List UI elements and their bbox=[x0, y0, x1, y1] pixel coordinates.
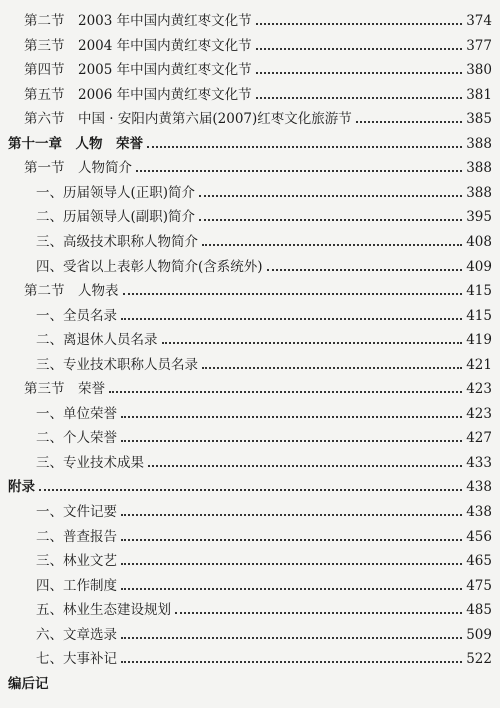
toc-page-number: 423 bbox=[466, 381, 492, 398]
dot-leader bbox=[202, 244, 462, 246]
toc-page-number: 419 bbox=[466, 332, 492, 349]
toc-row-item bbox=[0, 622, 500, 644]
toc-page-number: 415 bbox=[466, 283, 492, 300]
toc-row-chapter bbox=[0, 474, 500, 496]
toc-row-section bbox=[0, 278, 500, 300]
dot-leader bbox=[147, 146, 462, 148]
toc-entry-title: 第五节 2006 年中国内黄红枣文化节 bbox=[24, 86, 252, 103]
toc-row-item bbox=[0, 180, 500, 202]
toc-entry-title: 二、历届领导人(副职)简介 bbox=[36, 209, 196, 226]
dot-leader bbox=[123, 293, 463, 295]
toc-row-item bbox=[0, 229, 500, 251]
toc-entry-title: 二、个人荣誉 bbox=[36, 430, 117, 447]
toc-row-chapter bbox=[0, 131, 500, 153]
toc-row-section bbox=[0, 155, 500, 177]
dot-leader bbox=[121, 318, 462, 320]
toc-page-number: 509 bbox=[466, 626, 492, 643]
toc-entry-title: 三、高级技术职称人物简介 bbox=[36, 233, 198, 250]
toc-row-section bbox=[0, 57, 500, 79]
toc-entry-title: 一、历届领导人(正职)简介 bbox=[36, 184, 196, 201]
toc-row-section bbox=[0, 8, 500, 30]
toc-row-item bbox=[0, 524, 500, 546]
toc-entry-title: 第四节 2005 年中国内黄红枣文化节 bbox=[24, 62, 252, 79]
dot-leader bbox=[39, 489, 462, 491]
toc-entry-title: 三、林业文艺 bbox=[36, 553, 117, 570]
toc-row-item bbox=[0, 499, 500, 521]
dot-leader bbox=[256, 97, 462, 99]
toc-page-number: 388 bbox=[466, 135, 492, 152]
toc-page-number: 438 bbox=[466, 504, 492, 520]
toc-page-number: 388 bbox=[466, 160, 492, 177]
toc-row-item bbox=[0, 573, 500, 595]
toc-row-item bbox=[0, 646, 500, 668]
toc-entry-title: 编后记 bbox=[8, 675, 49, 692]
toc-entry-title: 二、离退休人员名录 bbox=[36, 332, 158, 349]
toc-row-item bbox=[0, 254, 500, 276]
toc-entry-title: 第二节 人物表 bbox=[24, 283, 119, 300]
toc-page-number: 522 bbox=[466, 651, 492, 668]
dot-leader bbox=[148, 465, 462, 467]
toc-page-number: 475 bbox=[466, 577, 492, 594]
toc-entry-title: 三、专业技术成果 bbox=[36, 454, 144, 471]
toc-row-item bbox=[0, 327, 500, 349]
toc-entry-title: 六、文章选录 bbox=[36, 626, 117, 643]
toc-entry-title: 七、大事补记 bbox=[36, 651, 117, 668]
toc-entry-title: 五、林业生态建设规划 bbox=[36, 602, 171, 619]
toc-row-item bbox=[0, 548, 500, 570]
toc-page-number: 377 bbox=[466, 37, 492, 54]
toc-entry-title: 二、普查报告 bbox=[36, 528, 117, 545]
toc-entry-title: 一、文件记要 bbox=[36, 504, 117, 520]
toc-page-number: 388 bbox=[466, 184, 492, 201]
toc-page-number: 408 bbox=[466, 233, 492, 250]
dot-leader bbox=[121, 637, 462, 639]
toc-entry-title: 四、工作制度 bbox=[36, 577, 117, 594]
dot-leader bbox=[121, 416, 462, 418]
toc-row-item bbox=[0, 597, 500, 619]
dot-leader bbox=[121, 440, 462, 442]
toc-row-section bbox=[0, 106, 500, 128]
dot-leader bbox=[199, 219, 462, 221]
toc-row-item bbox=[0, 425, 500, 447]
toc-entry-title: 第六节 中国 · 安阳内黄第六届(2007)红枣文化旅游节 bbox=[24, 111, 352, 128]
toc-entry-title: 四、受省以上表彰人物简介(含系统外) bbox=[36, 258, 263, 275]
dot-leader bbox=[121, 563, 462, 565]
toc-page-number: 465 bbox=[466, 553, 492, 570]
toc-entry-title: 一、单位荣誉 bbox=[36, 405, 117, 422]
dot-leader bbox=[175, 612, 462, 614]
toc-entry-title: 第三节 2004 年中国内黄红枣文化节 bbox=[24, 37, 252, 54]
toc-page-number: 409 bbox=[466, 258, 492, 275]
dot-leader bbox=[136, 170, 462, 172]
toc-row-item bbox=[0, 303, 500, 325]
toc-row-chapter bbox=[0, 671, 500, 693]
dot-leader bbox=[121, 661, 462, 663]
toc-page-number: 380 bbox=[466, 62, 492, 79]
toc-page-number: 374 bbox=[466, 13, 492, 29]
toc-row-item bbox=[0, 450, 500, 472]
toc-row-item bbox=[0, 204, 500, 226]
dot-leader bbox=[256, 48, 462, 50]
toc-row-section bbox=[0, 376, 500, 398]
toc-entry-title: 第三节 荣誉 bbox=[24, 381, 105, 398]
toc-entry-title: 附录 bbox=[8, 479, 35, 496]
dot-leader bbox=[202, 367, 462, 369]
dot-leader bbox=[109, 391, 462, 393]
toc-page-number: 433 bbox=[466, 454, 492, 471]
toc-page-number: 423 bbox=[466, 405, 492, 422]
dot-leader bbox=[256, 23, 462, 25]
dot-leader bbox=[356, 121, 462, 123]
dot-leader bbox=[121, 514, 462, 516]
toc-entry-title: 第一节 人物简介 bbox=[24, 160, 132, 177]
toc-entry-title: 一、全员名录 bbox=[36, 307, 117, 324]
dot-leader bbox=[121, 539, 462, 541]
toc-page-number: 485 bbox=[466, 602, 492, 619]
toc-row-item bbox=[0, 352, 500, 374]
dot-leader bbox=[199, 195, 462, 197]
toc-entry-title: 第二节 2003 年中国内黄红枣文化节 bbox=[24, 13, 252, 29]
toc-entry-title: 第十一章 人物 荣誉 bbox=[8, 135, 143, 152]
toc-page-number: 381 bbox=[466, 86, 492, 103]
toc-page-number: 427 bbox=[466, 430, 492, 447]
dot-leader bbox=[162, 342, 463, 344]
toc-page-number: 415 bbox=[466, 307, 492, 324]
toc-entry-title: 三、专业技术职称人员名录 bbox=[36, 356, 198, 373]
dot-leader bbox=[256, 72, 462, 74]
toc-row-item bbox=[0, 401, 500, 423]
dot-leader bbox=[267, 269, 462, 271]
dot-leader bbox=[121, 588, 462, 590]
toc-row-section bbox=[0, 82, 500, 104]
toc-page-number: 438 bbox=[466, 479, 492, 496]
toc-row-section bbox=[0, 33, 500, 55]
toc-page-number: 456 bbox=[466, 528, 492, 545]
toc-page-number: 421 bbox=[466, 356, 492, 373]
toc-page-number: 385 bbox=[466, 111, 492, 128]
toc-page-number: 395 bbox=[466, 209, 492, 226]
